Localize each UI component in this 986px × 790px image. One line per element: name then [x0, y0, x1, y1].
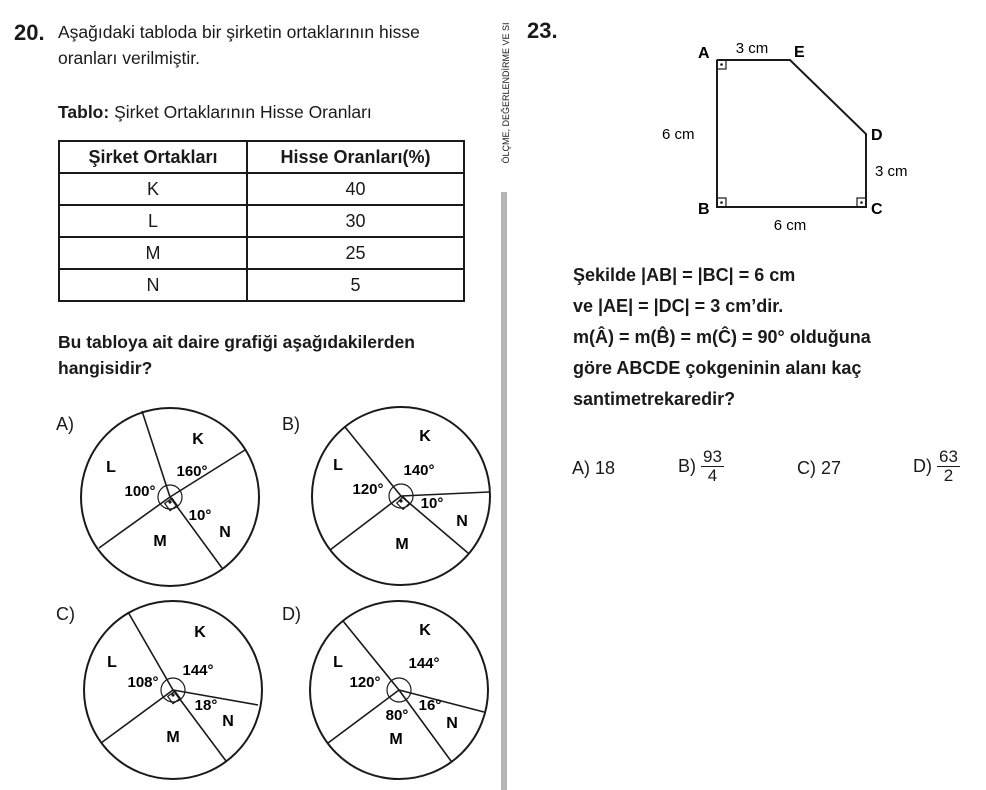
pie-c-center-dot: [171, 693, 174, 696]
table-cell: 25: [247, 237, 464, 269]
pie-option-a[interactable]: [81, 408, 259, 586]
right-angle-a-dot: [720, 63, 723, 66]
answer-d-fraction: [937, 448, 960, 485]
option-b-label[interactable]: B): [282, 414, 300, 434]
pie-d-label-l: L: [333, 654, 343, 671]
length-bc: 6 cm: [773, 217, 807, 234]
pie-b-radius: [330, 496, 401, 550]
angle-equation: m(Â) = m(B̂) = m(Ĉ) = 90°: [573, 327, 785, 347]
pie-d-angle-n: 16°: [418, 697, 442, 714]
pie-b-center-dot: [399, 499, 402, 502]
pie-b-label-l: L: [333, 457, 343, 474]
pie-a-angle-n: 10°: [188, 507, 212, 524]
option-a-label[interactable]: A): [56, 414, 74, 434]
vertex-d: D: [871, 127, 883, 144]
question-20-number: 20.: [14, 20, 45, 45]
q23-line-5: santimetrekaredir?: [573, 389, 736, 409]
table-cell: K: [59, 173, 247, 205]
answer-b-denominator: 4: [707, 466, 718, 485]
answer-b-label: B): [678, 456, 696, 476]
answer-d-numerator: 63: [939, 447, 958, 466]
q23-line-1: Şekilde |AB| = |BC| = 6 cm: [573, 265, 796, 285]
pie-a-label-n: N: [219, 524, 231, 541]
table-cell: M: [59, 237, 247, 269]
table-cell: 30: [247, 205, 464, 237]
prompt-line-2: hangisidir?: [58, 358, 153, 378]
pie-b-label-m: M: [395, 536, 409, 553]
pie-d-label-k: K: [419, 622, 431, 639]
pentagon-outline: [717, 60, 866, 207]
answer-d-denominator: 2: [943, 466, 954, 485]
table-cell: 40: [247, 173, 464, 205]
answer-c[interactable]: C) 27: [797, 458, 842, 478]
length-dc: 3 cm: [875, 163, 908, 180]
side-text: ÖLÇME, DEĞERLENDİRME VE SI: [501, 22, 511, 164]
pie-b-radius: [401, 492, 489, 496]
side-vertical-text: [496, 0, 510, 190]
right-angle-c-dot: [860, 201, 863, 204]
pie-d-label-m: M: [389, 731, 403, 748]
q23-line-2: ve |AE| = |DC| = 3 cm’dir.: [573, 296, 784, 316]
stem-line-2: oranları verilmiştir.: [58, 48, 200, 68]
pie-a-angle-l: 100°: [124, 483, 156, 500]
table-header-cell: Şirket Ortakları: [59, 141, 247, 173]
pie-b-angle-k: 140°: [403, 462, 435, 479]
option-c-label[interactable]: C): [56, 604, 75, 624]
pie-a-center-dot: [168, 500, 171, 503]
pie-a-label-l: L: [106, 459, 116, 476]
pie-c-label-k: K: [194, 624, 206, 641]
table-caption-text: Şirket Ortaklarının Hisse Oranları: [109, 102, 372, 122]
pie-option-b[interactable]: [312, 407, 490, 585]
pie-d-label-n: N: [446, 715, 458, 732]
pie-b-angle-n: 10°: [420, 495, 444, 512]
pie-d-angle-k: 144°: [408, 655, 440, 672]
stem-line-1: Aşağıdaki tabloda bir şirketin ortaklarının hisse: [58, 22, 420, 42]
answer-b-numerator: 93: [703, 447, 722, 466]
pentagon-figure: [640, 30, 910, 240]
answer-b-fraction: [701, 448, 724, 485]
pie-c-angle-l: 108°: [127, 674, 159, 691]
vertex-b: B: [698, 201, 710, 218]
pie-c-label-m: M: [166, 729, 180, 746]
table-cell: L: [59, 205, 247, 237]
answer-d-label: D): [913, 456, 932, 476]
pie-option-d[interactable]: [310, 601, 488, 779]
pie-c-angle-n: 18°: [194, 697, 218, 714]
pie-c-angle-k: 144°: [182, 662, 214, 679]
question-23-number: 23.: [527, 18, 558, 43]
q23-line-3: [573, 322, 871, 353]
pie-c-label-n: N: [222, 713, 234, 730]
vertex-e: E: [794, 44, 805, 61]
pie-option-c[interactable]: [84, 601, 262, 779]
pie-d-angle-l: 120°: [349, 674, 381, 691]
pie-d-angle-m: 80°: [385, 707, 409, 724]
answer-b[interactable]: [678, 448, 724, 485]
length-ae: 3 cm: [735, 40, 769, 57]
prompt-line-1: Bu tabloya ait daire grafiği aşağıdakilerden: [58, 332, 415, 352]
q23-line-3-rest: olduğuna: [784, 327, 871, 347]
pie-b-label-n: N: [456, 513, 468, 530]
table-header-cell: Hisse Oranları(%): [247, 141, 464, 173]
pie-c-radius: [101, 690, 173, 743]
column-divider: [501, 192, 507, 790]
answer-a[interactable]: A) 18: [572, 458, 616, 478]
table-caption-label: Tablo:: [58, 102, 110, 122]
question-23-stem: [573, 260, 871, 415]
answer-d[interactable]: [913, 448, 960, 485]
pie-a-angle-k: 160°: [176, 463, 208, 480]
vertex-c: C: [871, 201, 883, 218]
pie-b-label-k: K: [419, 428, 431, 445]
table-cell: 5: [247, 269, 464, 301]
vertex-a: A: [698, 45, 710, 62]
right-angle-b-dot: [720, 201, 723, 204]
option-d-label[interactable]: D): [282, 604, 301, 624]
table-cell: N: [59, 269, 247, 301]
q23-line-4: göre ABCDE çokgeninin alanı kaç: [573, 358, 862, 378]
pie-c-label-l: L: [107, 654, 117, 671]
pie-a-label-k: K: [192, 431, 204, 448]
pie-a-label-m: M: [153, 533, 167, 550]
pie-b-angle-l: 120°: [352, 481, 384, 498]
length-ab: 6 cm: [662, 126, 695, 143]
